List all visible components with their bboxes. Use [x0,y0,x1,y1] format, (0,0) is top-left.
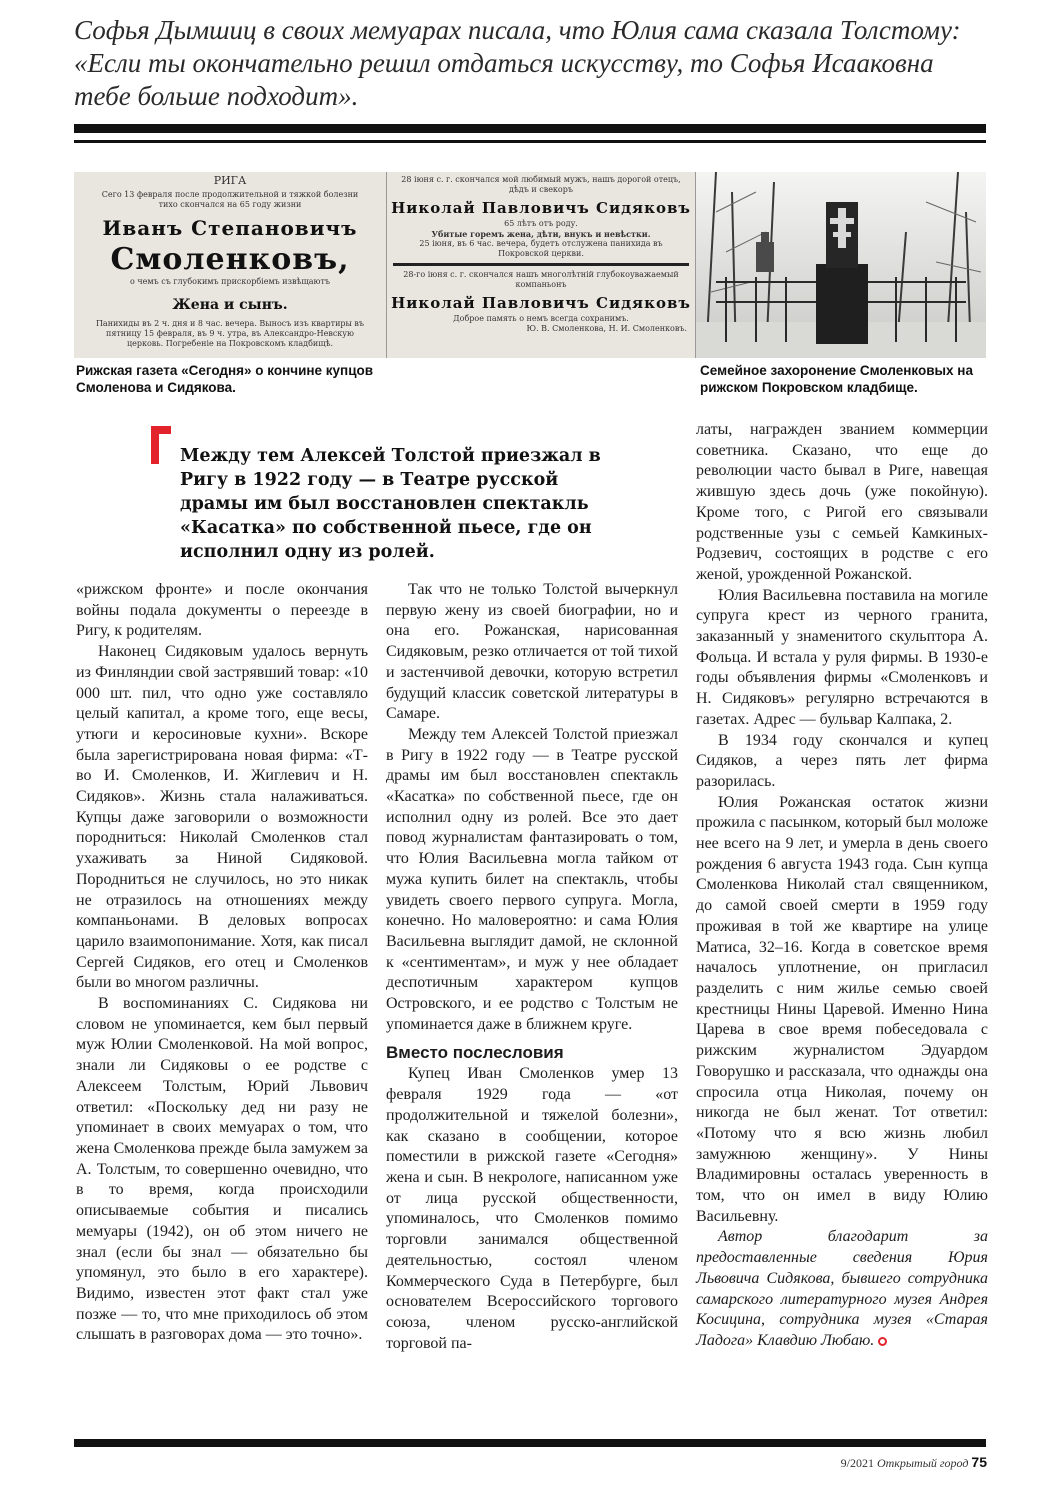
paragraph: Купец Иван Смоленков умер 13 февраля 1929 года — «от продолжительной и тяжелой болезни», как сказано в сообщении, которое поместили в рижской газете «Сегодня» жена и сын. В некрологе, написанном уже от лица русской общественности, упоминалось, что Смоленков помимо торговли занимался общественной деятельностью, состоял членом Коммерческого Суда в Петербурге, был основателем Всероссийского торгового союза, членом русско-английской торговой па- [386,1065,678,1352]
paragraph: Юлия Васильевна поставила на могиле супруга крест из черного гранита, заказанный у знаменитого скульптора А. Фольца. И встала у руля фирмы. В 1930-е годы объявления фирмы «Смоленковъ и Н. Сидяковъ» регулярно встречаются в газетах. Адрес — бульвар Калпака, 2. [696,586,988,728]
clipping-b-second-name: Николай Павловичъ Сидяковъ [391,294,691,312]
paragraph: В 1934 году скончался и купец Сидяков, а через пять лет фирма разорилась. [696,731,988,790]
paragraph: Так что не только Толстой вычеркнул первую жену из своей биографии, но и она его. Рожанская, нарисованная Сидяковым, резко отличается от той тихой и застенчивой девочки, которую встретил будущий классик советской литературы в Самаре. [386,581,678,723]
clipping-signed: Жена и сынъ. [172,297,288,313]
paragraph: латы, награжден званием коммерции советника. Сказано, что еще до революции часто бывал в Риге, навещая жившую здесь дочь (уже покойную). Кроме того, с Ригой его связывали родственные узы с семьей Камкиных-Родзевич, состоящих в родстве с его женой, урожденной Рожанской. [696,421,988,583]
cemetery-photo-art [696,172,986,358]
clipping-notice: Сего 13 февраля после продолжительной и тяжкой болезни тихо скончался на 65 году жизни [101,190,359,209]
paragraph: В воспоминаниях С. Сидякова ни словом не упоминается, кем был первый муж Юлии Смоленковой. На мой вопрос, знали ли Сидяковы о ее родстве с Алексеем Толстым, Юрий Львович ответил: «Поскольку дед ни разу не упоминает в своих мемуарах о том, что жена Смоленкова прежде была замужем за А. Толстым, то совершенно очевидно, что в то время, когда происходили описываемые события и писались мемуары (1942), он об этом ничего не знал (если бы знал — обязательно бы упомянул, это было в его характере). Видимо, известен этот факт стал уже позже — то, что мне приходилось об этом слышать в разговорах дома — это точно». [76,995,369,1344]
clipping-header: РИГА [213,174,247,187]
caption-newspaper: Рижская газета «Сегодня» о кончине купцов Смоленова и Сидякова. [76,363,374,395]
article-column-3 [696,420,988,1352]
paragraph: «рижском фронте» и после окончания войны подала документы о переезде в Ригу, к родителям. [76,581,368,640]
end-of-article-icon [878,1337,887,1346]
acknowledgement-text: Автор благодарит за предоставленные сведения Юрия Львовича Сидякова, бывшего сотрудника самарского литературного музея Андрея Косицина, сотрудника музея «Старая Ладога» Клавдию Любаю. [696,1228,988,1349]
newspaper-clipping-sidyakov [387,172,696,358]
clipping-b-age: 65 лѣтъ отъ роду. [504,219,578,228]
paragraph: Наконец Сидяковым удалось вернуть из Финляндии свой застрявший товар: «10 000 шт. пил, что одно уже составляло целый капитал, а кроме того, еще весы, утюги и керосиновые кухни». Вскоре была зарегистрирована новая фирма: «Т-во И. Смоленков, И. Жиглевич и Н. Сидяков». Жизнь стала налаживаться. Купцы даже заговорили о возможности породниться: Николай Смоленков стал ухаживать за Ниной Сидяковой. Породниться не случилось, но это никак не отразилось на отношениях между компаньонами. В деловых вопросах царило взаимопонимание. Хотя, как писал Сергей Сидяков, его отец и Смоленков были во многом различны. [76,643,368,992]
clipping-first-name: Иванъ Степановичъ [102,216,358,240]
paragraph: Между тем Алексей Толстой приезжал в Ригу в 1922 году — в Театре русской драмы им был восстановлен спектакль «Касатка» по собственной пьесе, где он исполнил одну из ролей. Все это дает повод журналистам фантазировать о том, что Юлия Васильевна могла тайком от мужа купить билет на спектакль, чтобы увидеть своего первого супруга. Могла, конечно. Но маловероятно: и сама Юлия Васильевна выглядит дамой, не склонной к «сентиментам», и муж у нее обладает деспотичным характером купцов Островского, и ее родство с Толстым не упоминается даже в ближнем круге. [386,725,678,1033]
clipping-b-name: Николай Павловичъ Сидяковъ [391,199,691,217]
pull-quote: Между тем Алексей Толстой приезжал в Ригу в 1922 году — в Театре русской драмы им был восстановлен спектакль «Касатка» по собственной пьесе, где он исполнил одну из ролей. [180,446,601,562]
acknowledgement [696,1227,988,1351]
magazine-name: Открытый город [876,1456,969,1470]
clipping-b-memory: Доброе память о немъ всегда сохранимъ. [453,314,629,323]
clipping-b-mourners: Убитые горемъ жена, дѣти, внукъ и невѣстки. [431,229,651,239]
intro-quote: Софья Дымшиц в своих мемуарах писала, что Юлия сама сказала Толстому: «Если ты окончательно решил отдаться искусству, то Софья Исааковна тебе больше подходит». [74,15,961,111]
issue-number: 9/2021 [840,1456,874,1470]
page-number: 75 [971,1454,987,1470]
clipping-b-service: 25 iюня, въ 6 час. вечера, будетъ отслужена панихида въ Покровской церкви. [419,239,663,258]
clipping-line: о чемъ съ глубокимъ прискорбiемъ извѣщаютъ [129,277,331,286]
caption-cemetery: Семейное захоронение Смоленковых на рижском Покровском кладбище. [700,363,973,395]
clipping-b-signers: Ю. В. Смоленкова, Н. И. Смоленковъ. [526,324,687,333]
folio [841,1454,987,1471]
article-column-1 [76,580,368,1346]
cemetery-photo [696,172,986,358]
grave-cross-icon [816,264,868,344]
clipping-services: Панихиды въ 2 ч. дня и 8 час. вечера. Выносъ изъ квартиры въ пятницу 15 февраля, въ 9 ч. утра, въ Александро-Невскую церковь. Погребенiе на Покровскомъ кладбищѣ. [95,319,365,348]
paragraph: Юлия Рожанская остаток жизни прожила с пасынком, который был моложе нее всего на 9 лет, и умерла в день своего рождения 6 августа 1943 года. Сын купца Смоленкова Николай стал священником, до самой своей смерти в 1959 году проживая в той же квартире на улице Матиса, 32–16. Когда в советское время началось уплотнение, он пригласил разделить с ним жилье семью своей крестницы Нины Царевой. Именно Нина Царева в свое время побеседовала с рижским журналистом Эдуардом Говорушко и рассказала, что однажды она спросила отца Николая, почему он никогда не был женат. Тот ответил: «Потому что я всю жизнь любил замужнюю женщину». У Нины Владимировны осталась уверенность в том, что он имел в виду Юлию Васильевну. [696,793,988,1225]
section-heading: Вместо послесловия [386,1043,564,1063]
footer-rule [74,1439,986,1447]
clipping-b-top: 28 iюня с. г. скончался мой любимый мужъ, нашъ дорогой отецъ, дѣдъ и свекоръ [401,175,681,194]
clipping-surname: Смоленковъ, [110,242,350,277]
clipping-b-second-top: 28-го iюня с. г. скончался нашъ многолѣтнiй глубокоуважаемый компаньонъ [403,270,679,289]
header-rule-thin [74,140,986,143]
newspaper-clipping-smolenkov [74,172,387,358]
clipping-b-divider [393,263,689,266]
pullquote-mark [151,426,171,464]
article-column-2 [386,580,678,1354]
header-rule [74,124,986,133]
